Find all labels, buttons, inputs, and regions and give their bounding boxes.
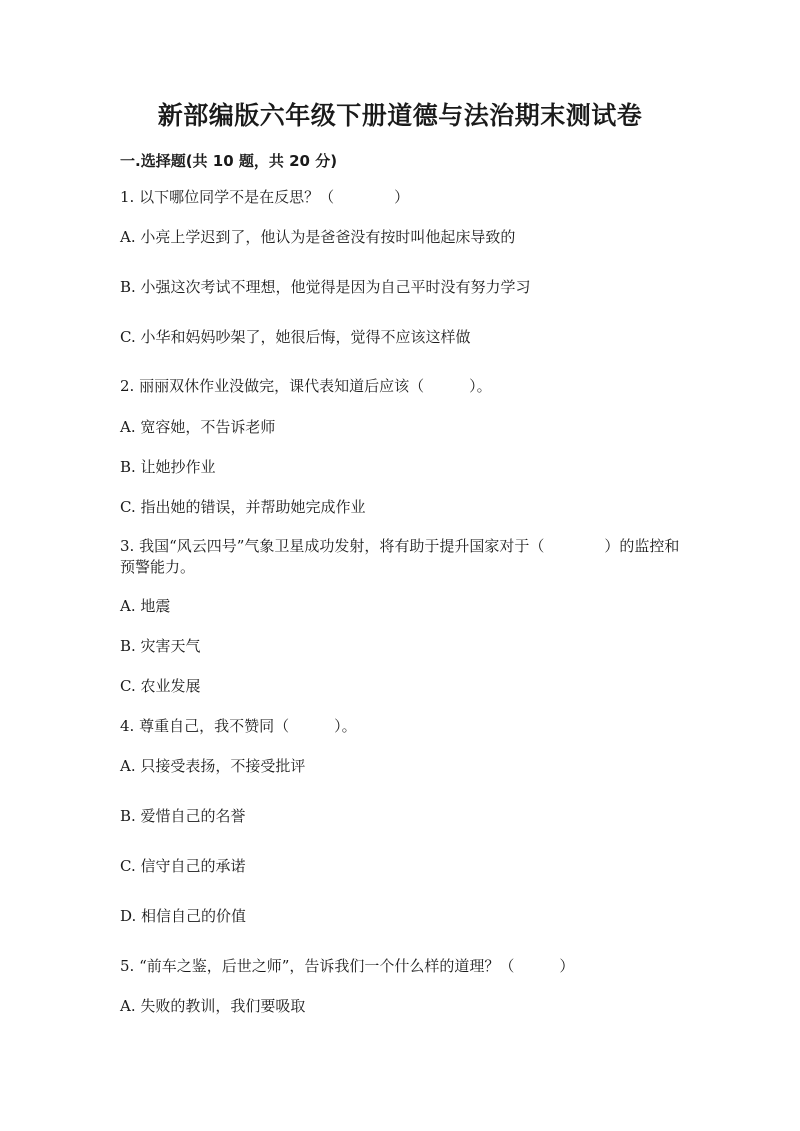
question-4-option-a: A. 只接受表扬，不接受批评 [120, 757, 306, 775]
question-1-option-c: C. 小华和妈妈吵架了，她很后悔，觉得不应该这样做 [120, 328, 471, 346]
question-4-stem: 4. 尊重自己，我不赞同（ ）。 [120, 717, 357, 735]
question-2-option-a: A. 宽容她，不告诉老师 [120, 418, 276, 436]
question-1-option-a: A. 小亮上学迟到了，他认为是爸爸没有按时叫他起床导致的 [120, 228, 516, 246]
question-3-option-a: A. 地震 [120, 597, 171, 615]
question-5-stem: 5. “前车之鉴，后世之师”，告诉我们一个什么样的道理？（ ） [120, 957, 575, 975]
question-5-option-a: A. 失败的教训，我们要吸取 [120, 997, 306, 1015]
question-3-option-b: B. 灾害天气 [120, 637, 201, 655]
page-title: 新部编版六年级下册道德与法治期末测试卷 [157, 101, 643, 130]
question-2-stem: 2. 丽丽双休作业没做完，课代表知道后应该（ ）。 [120, 377, 492, 395]
question-1-option-b: B. 小强这次考试不理想，他觉得是因为自己平时没有努力学习 [120, 278, 531, 296]
question-4-option-d: D. 相信自己的价值 [120, 907, 247, 925]
question-4-option-c: C. 信守自己的承诺 [120, 857, 246, 875]
question-1-stem: 1. 以下哪位同学不是在反思？（ ） [120, 188, 410, 206]
question-2-option-b: B. 让她抄作业 [120, 458, 216, 476]
question-4-option-b: B. 爱惜自己的名誉 [120, 807, 246, 825]
question-2-option-c: C. 指出她的错误，并帮助她完成作业 [120, 498, 366, 516]
question-3-stem: 3. 我国“风云四号”气象卫星成功发射，将有助于提升国家对于（ ）的监控和预警能力。 [120, 537, 680, 576]
question-3-option-c: C. 农业发展 [120, 677, 201, 695]
section-heading: 一.选择题(共 10 题，共 20 分) [120, 152, 338, 170]
